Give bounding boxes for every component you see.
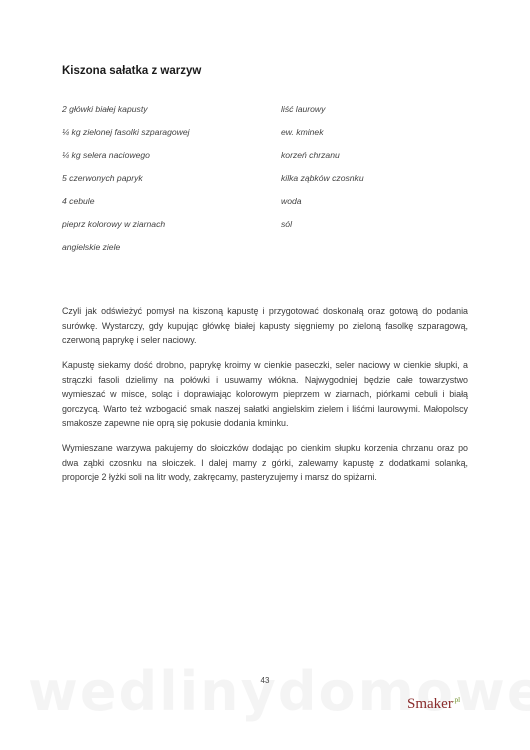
ingredient-item: 4 cebule: [62, 196, 95, 206]
page-number: 43: [260, 676, 270, 685]
logo-text: Smaker: [407, 696, 453, 712]
ingredient-item: liść laurowy: [281, 104, 326, 114]
recipe-body: [62, 304, 468, 495]
ingredient-item: kilka ząbków czosnku: [281, 173, 364, 183]
body-paragraph: Kapustę siekamy dość drobno, paprykę kroimy w cienkie paseczki, seler naciowy w cienkie słupki, a strączki fasoli dzielimy na połówki i usuwamy włókna. Najwygodniej będzie całe towarzystwo wymieszać w misce, soląc i doprawiając kolorowym pieprzem w ziarnach, piórkami cebuli i białą gorczycą. Warto też wzbogacić smak naszej sałatki angielskim zielem i liśćmi laurowymi. Małopolscy smakosze zapewne nie oprą się pokusie dodania kminku.: [62, 360, 468, 428]
ingredient-item: woda: [281, 196, 302, 206]
body-paragraph: Czyli jak odświeżyć pomysł na kiszoną kapustę i przygotować doskonałą oraz gotową do podania surówkę. Wystarczy, gdy kupując główkę białej kapusty sięgniemy po zieloną fasolkę szparagową, czerwoną paprykę i seler naciowy.: [62, 306, 468, 345]
ingredients-left-column: [62, 102, 272, 263]
ingredient-item: ew. kminek: [281, 127, 324, 137]
ingredient-item: angielskie ziele: [62, 242, 121, 252]
ingredients-right-column: [281, 102, 481, 240]
ingredient-item: ¼ kg selera naciowego: [62, 150, 150, 160]
ingredient-item: ¼ kg zielonej fasolki szparagowej: [62, 127, 190, 137]
ingredient-item: 2 główki białej kapusty: [62, 104, 148, 114]
brand-logo: [407, 696, 460, 713]
ingredient-item: 5 czerwonych papryk: [62, 173, 143, 183]
body-paragraph: Wymieszane warzywa pakujemy do słoiczków dodając po cienkim słupku korzenia chrzanu oraz po dwa ząbki czosnku na słoiczek. I dalej mamy z górki, zalewamy kapustę z dodatkami solanką, proporcje 2 łyżki soli na litr wody, zakręcamy, pasteryzujemy i marsz do spiżarni.: [62, 443, 468, 482]
logo-suffix: .pl: [452, 696, 461, 704]
ingredient-item: sól: [281, 219, 292, 229]
ingredient-item: pieprz kolorowy w ziarnach: [62, 219, 166, 229]
ingredient-item: korzeń chrzanu: [281, 150, 340, 160]
watermark: [28, 660, 530, 723]
recipe-title: Kiszona sałatka z warzyw: [62, 65, 202, 77]
